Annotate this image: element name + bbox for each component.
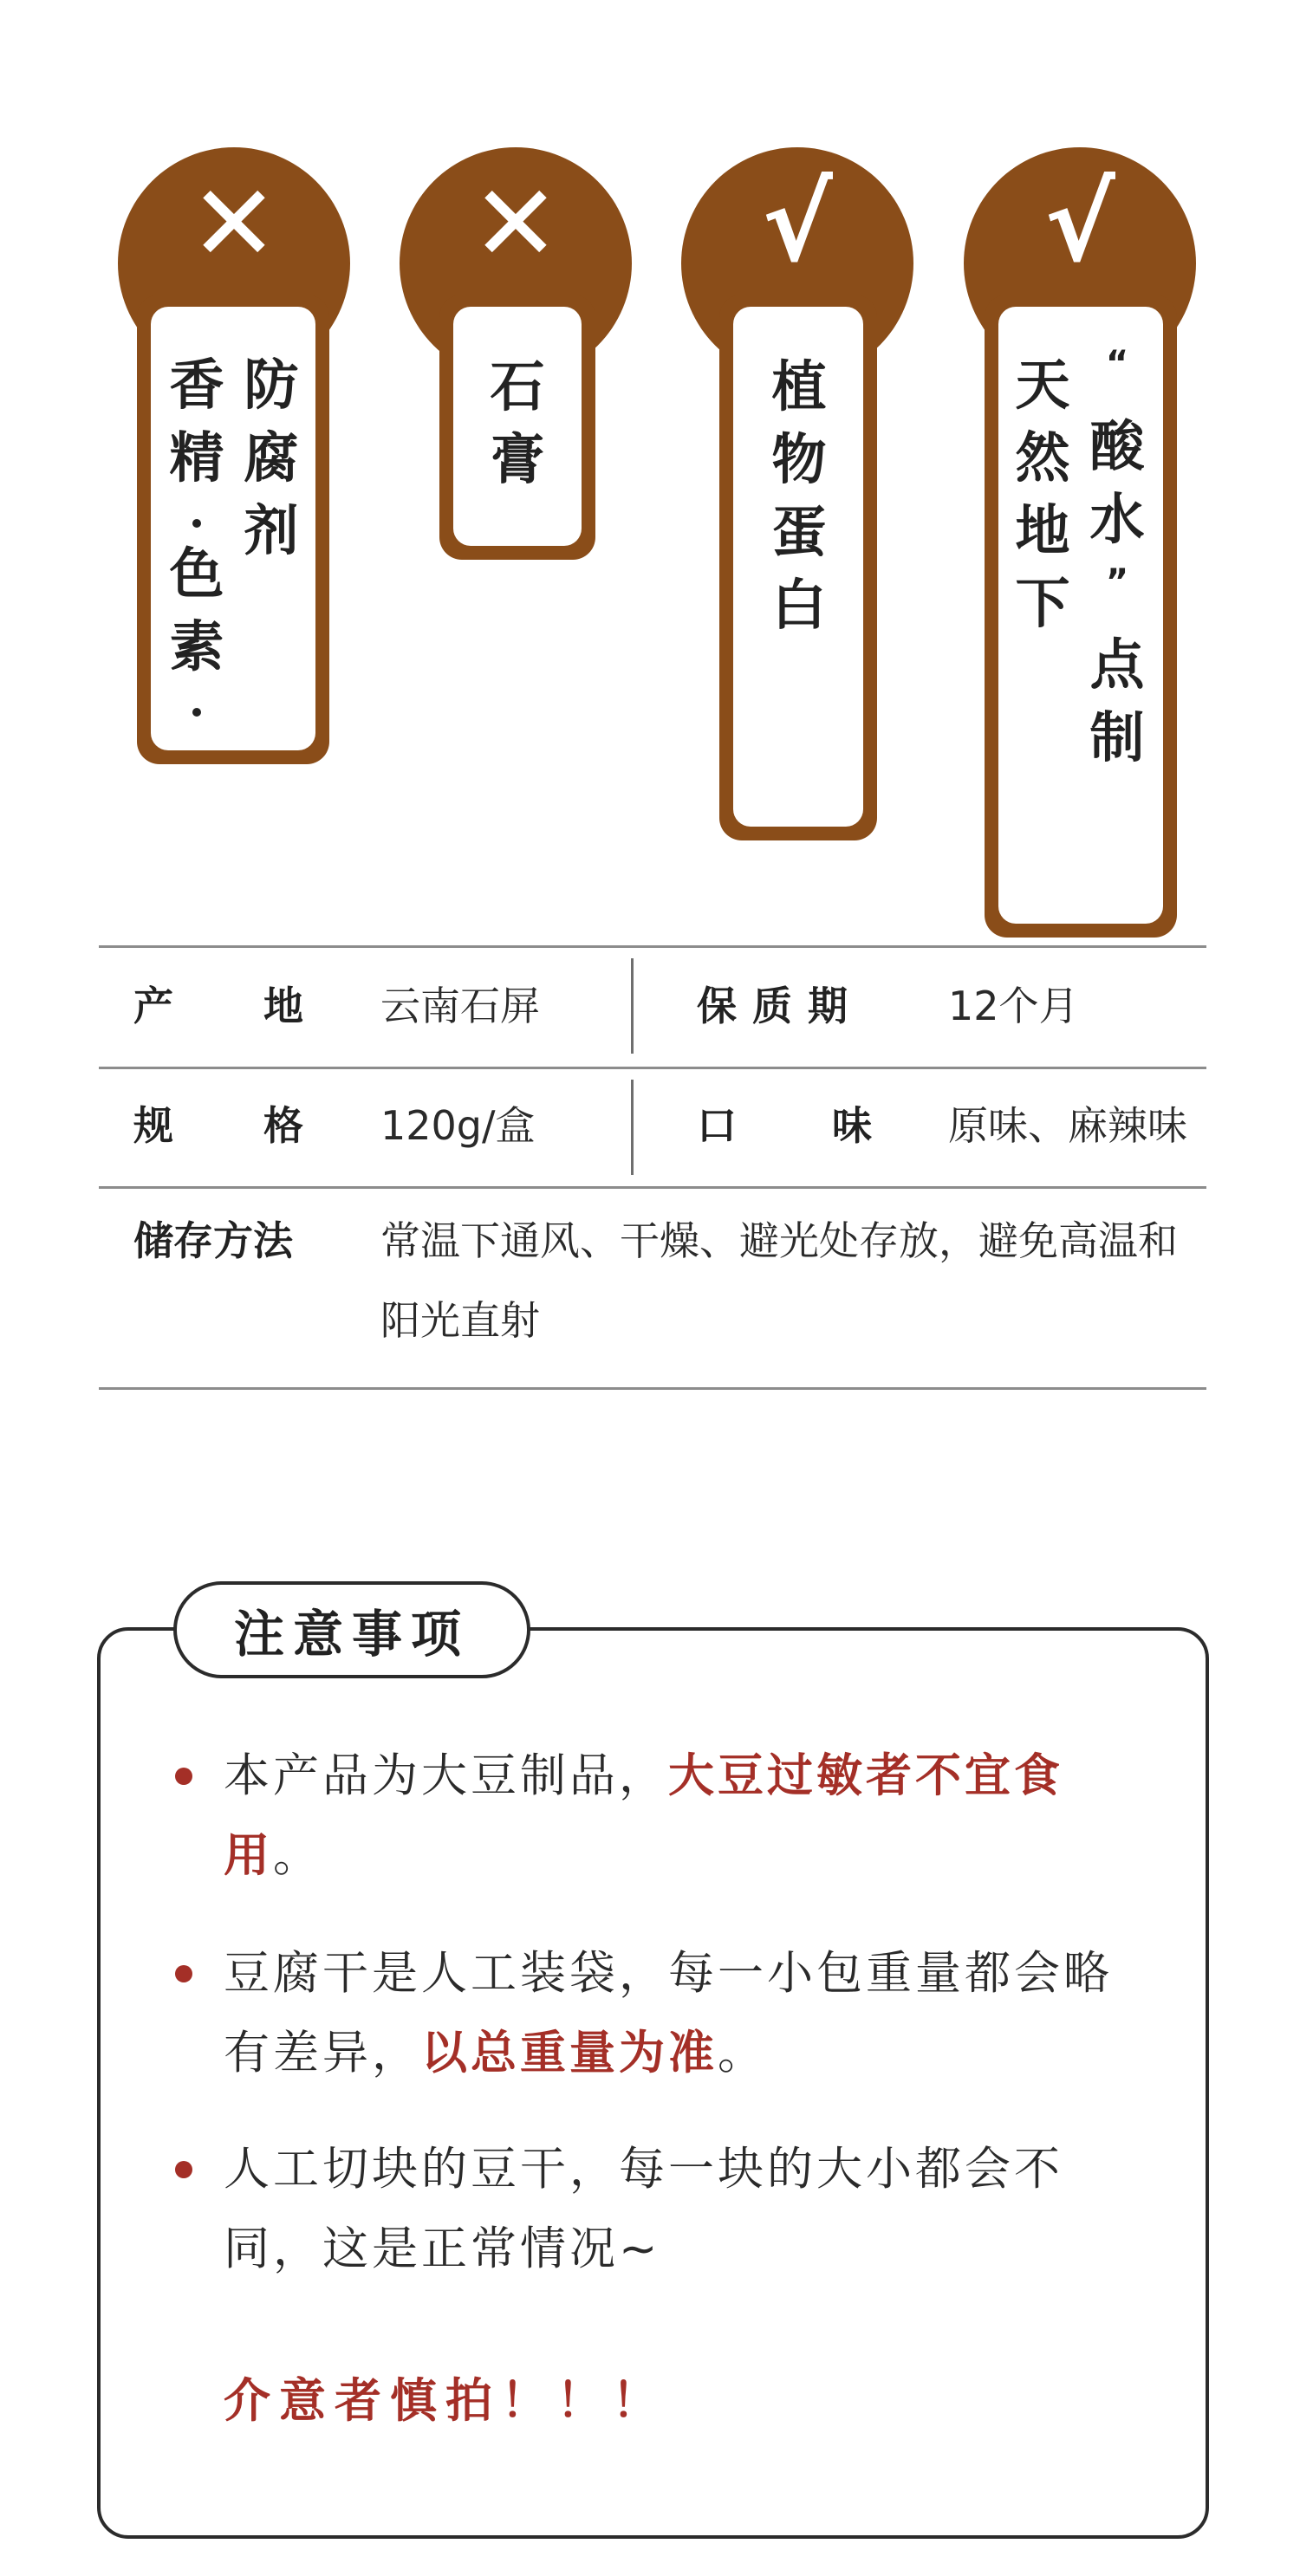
taste-value: 原味、麻辣味 bbox=[948, 1102, 1187, 1149]
bullet-icon bbox=[175, 2161, 192, 2178]
check-icon: √ bbox=[1044, 162, 1115, 285]
storage-label: 储存方法 bbox=[133, 1217, 293, 1264]
table-divider bbox=[99, 1067, 1206, 1069]
badge-text-col-right: “ 酸 水 ” 点 制 bbox=[1089, 344, 1145, 769]
table-divider bbox=[99, 945, 1206, 948]
badge-text-col: 植 物 蛋 白 bbox=[771, 355, 827, 637]
origin-label: 产地 bbox=[133, 983, 393, 1029]
cross-icon: ✕ bbox=[471, 162, 561, 285]
shelf-life-label: 保质期 bbox=[697, 983, 863, 1029]
column-divider bbox=[631, 1080, 634, 1175]
storage-value: 常温下通风、干燥、避光处存放，避免高温和阳光直射 bbox=[380, 1217, 1178, 1344]
table-divider bbox=[99, 1387, 1206, 1390]
notice-title: 注意事项 bbox=[173, 1581, 530, 1678]
badge-text-col-left: 香 精 色 素 bbox=[166, 358, 227, 736]
size-value: 120g/盒 bbox=[380, 1102, 536, 1149]
check-icon: √ bbox=[762, 162, 833, 285]
cross-icon: ✕ bbox=[189, 162, 279, 285]
bullet-icon bbox=[175, 1768, 192, 1785]
size-label: 规格 bbox=[133, 1102, 393, 1149]
column-divider bbox=[631, 958, 634, 1054]
bullet-icon bbox=[175, 1965, 192, 1982]
badge-text-col-left: 天 然 地 下 bbox=[1015, 354, 1070, 635]
notice-item: 豆腐干是人工装袋，每一小包重量都会略有差异，以总重量为准。 bbox=[224, 1947, 1113, 2080]
notice-item: 人工切块的豆干，每一块的大小都会不同，这是正常情况~ bbox=[224, 2143, 1063, 2275]
badge-text-col-right: 防 腐 剂 bbox=[244, 354, 299, 562]
table-divider bbox=[99, 1186, 1206, 1189]
feature-badges bbox=[0, 0, 1300, 849]
notice-warning: 介意者慎拍！！！ bbox=[224, 2373, 667, 2428]
notice-item: 本产品为大豆制品，大豆过敏者不宜食用。 bbox=[224, 1749, 1063, 1882]
shelf-life-value: 12个月 bbox=[948, 983, 1079, 1029]
origin-value: 云南石屏 bbox=[380, 983, 540, 1029]
taste-label: 口味 bbox=[697, 1102, 967, 1149]
badge-text-col: 石 膏 bbox=[490, 355, 545, 491]
